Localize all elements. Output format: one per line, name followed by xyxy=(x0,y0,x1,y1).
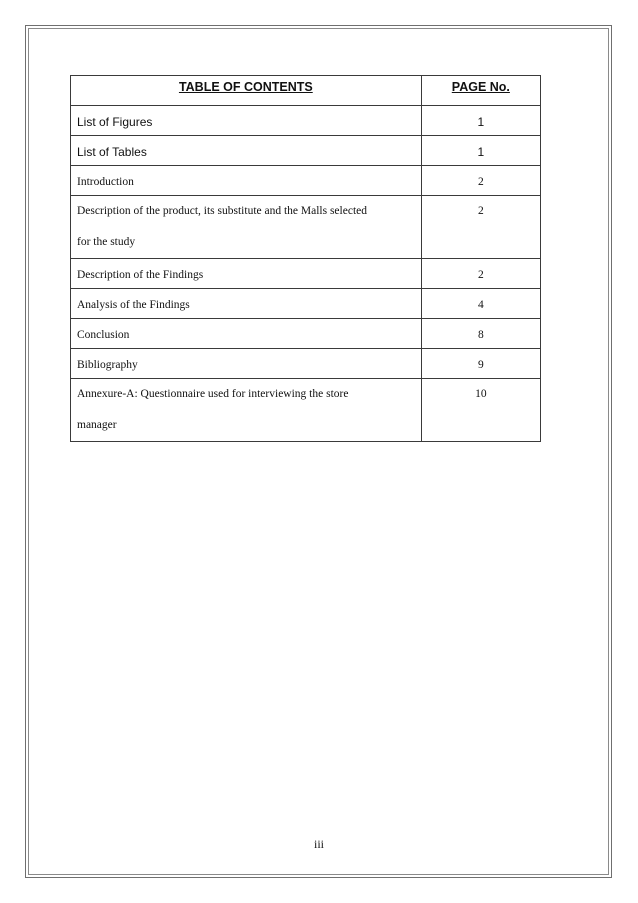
entry-title xyxy=(71,379,422,442)
table-row xyxy=(71,349,541,379)
table-of-contents xyxy=(70,75,541,442)
table-row xyxy=(71,289,541,319)
page-number: iii xyxy=(313,837,324,851)
entry-title: Bibliography xyxy=(71,349,422,379)
entry-page: 4 xyxy=(421,289,540,319)
header-page: PAGE No. xyxy=(421,76,540,106)
table-row xyxy=(71,106,541,136)
table-row xyxy=(71,259,541,289)
table-header-row xyxy=(71,76,541,106)
table-row xyxy=(71,196,541,259)
entry-title xyxy=(71,196,422,259)
entry-page: 8 xyxy=(421,319,540,349)
table-row xyxy=(71,136,541,166)
entry-title-line: Annexure-A: Questionnaire used for interviewing the store xyxy=(77,388,349,400)
entry-page: 2 xyxy=(421,196,540,259)
table-row xyxy=(71,319,541,349)
entry-page: 9 xyxy=(421,349,540,379)
entry-title: Analysis of the Findings xyxy=(71,289,422,319)
entry-title-line: Description of the product, its substitute and the Malls selected xyxy=(77,205,367,217)
entry-title-line: for the study xyxy=(77,236,136,248)
entry-title: List of Tables xyxy=(71,136,422,166)
entry-page: 10 xyxy=(421,379,540,442)
table-row xyxy=(71,379,541,442)
entry-title: Introduction xyxy=(71,166,422,196)
entry-page: 2 xyxy=(421,166,540,196)
entry-title: List of Figures xyxy=(71,106,422,136)
entry-title: Description of the Findings xyxy=(71,259,422,289)
header-title: TABLE OF CONTENTS xyxy=(71,76,422,106)
entry-page: 2 xyxy=(421,259,540,289)
entry-page: 1 xyxy=(421,106,540,136)
entry-title: Conclusion xyxy=(71,319,422,349)
table-row xyxy=(71,166,541,196)
entry-page: 1 xyxy=(421,136,540,166)
entry-title-line: manager xyxy=(77,419,117,431)
